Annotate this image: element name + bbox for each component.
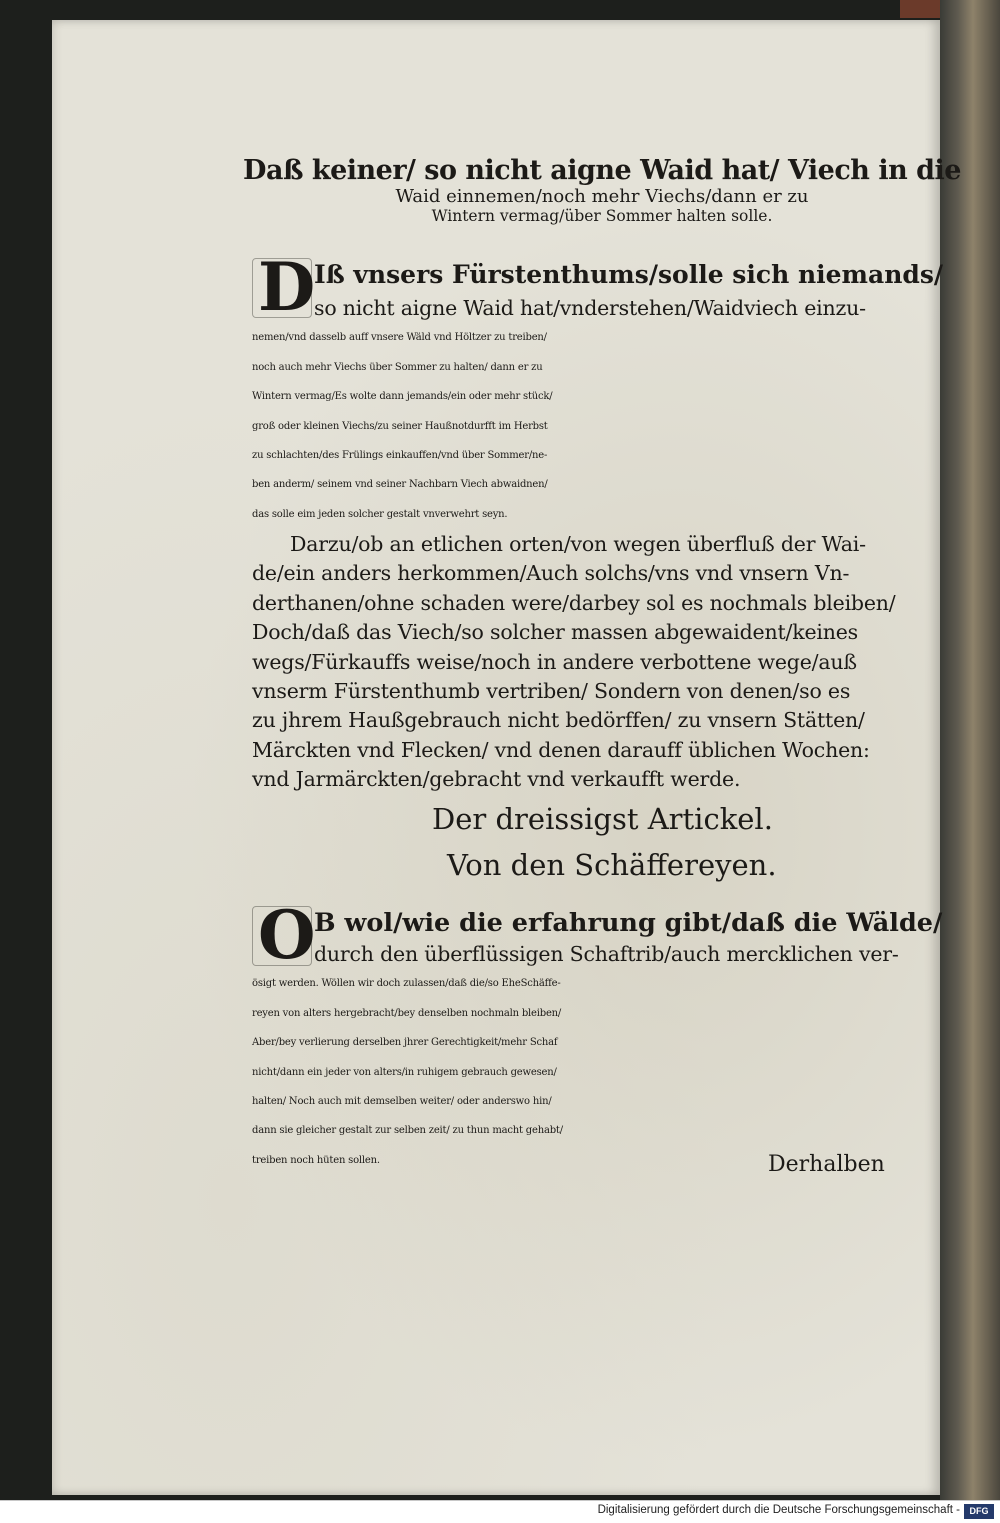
paragraph-2: [252, 530, 942, 795]
text-line: de/ein anders herkommen/Auch solchs/vns vnd vnsern Vn-: [252, 561, 850, 586]
text-line: durch den überflüssigen Schaftrib/auch mercklichen ver-: [314, 942, 899, 966]
text-line: vnd Jarmärckten/gebracht vnd verkaufft werde.: [252, 767, 741, 792]
text-line: derthanen/ohne schaden were/darbey sol es nochmals bleiben/: [252, 590, 896, 615]
text-line: ben anderm/ seinem vnd seiner Nachbarn Viech abwaidnen/: [252, 479, 548, 491]
heading-line-1: Daß keiner/ so nicht aigne Waid hat/ Viech in die: [243, 155, 961, 186]
text-line: reyen von alters hergebracht/bey denselben nochmaln bleiben/: [252, 1007, 562, 1019]
paragraph-3-lead-line: B wol/wie die erfahrung gibt/daß die Wälde/: [314, 908, 943, 938]
article-number: Der dreissigst Artickel.: [432, 802, 773, 836]
section-heading: [242, 155, 962, 225]
text-line: das solle eim jeden solcher gestalt vnverwehrt seyn.: [252, 508, 508, 520]
text-line: Märckten vnd Flecken/ vnd denen darauff üblichen Wochen:: [252, 737, 870, 762]
text-line: dann sie gleicher gestalt zur selben zeit/ zu thun macht gehabt/: [252, 1125, 563, 1137]
scanned-page: [52, 20, 961, 1495]
paragraph-1-lead-line: Iß vnsers Fürstenthums/solle sich niemands/: [314, 260, 944, 289]
heading-line-2: Waid einnemen/noch mehr Viechs/dann er zu: [395, 186, 809, 207]
funding-notice: Digitalisierung gefördert durch die Deutsche Forschungsgemeinschaft -: [597, 1504, 960, 1516]
paragraph-1-lead: [314, 258, 944, 292]
drop-cap-d: D: [258, 248, 316, 326]
paragraph-3-lead: [314, 906, 944, 940]
text-line: halten/ Noch auch mit demselben weiter/ oder anderswo hin/: [252, 1096, 552, 1108]
text-line: nicht/dann ein jeder von alters/in ruhigem gebrauch gewesen/: [252, 1066, 557, 1078]
text-line: vnserm Fürstenthumb vertriben/ Sondern von denen/so es: [252, 679, 851, 704]
text-line: Doch/daß das Viech/so solcher massen abgewaident/keines: [252, 620, 859, 645]
dfg-logo[interactable]: DFG: [964, 1504, 994, 1519]
paragraph-1: [252, 294, 944, 529]
text-line: wegs/Fürkauffs weise/noch in andere verbottene wege/auß: [252, 649, 857, 674]
text-line: zu schlachten/des Frülings einkauffen/vnd über Sommer/ne-: [252, 450, 548, 462]
text-line: ösigt werden. Wöllen wir doch zulassen/daß die/so EheSchäffe-: [252, 978, 561, 990]
book-spine-edge: [940, 0, 1000, 1500]
text-line: nemen/vnd dasselb auff vnsere Wäld vnd Höltzer zu treiben/: [252, 332, 547, 344]
catchword: Derhalben: [768, 1152, 885, 1177]
text-line: groß oder kleinen Viechs/zu seiner Haußnotdurfft im Herbst: [252, 420, 548, 432]
text-line: Aber/bey verlierung derselben jhrer Gerechtigkeit/mehr Schaf: [252, 1037, 558, 1049]
text-line: Darzu/ob an etlichen orten/von wegen überfluß der Wai-: [290, 532, 866, 556]
text-line: treiben noch hüten sollen.: [252, 1154, 380, 1166]
text-line: so nicht aigne Waid hat/vnderstehen/Waidviech einzu-: [314, 296, 866, 320]
digitization-footer: [0, 1500, 1000, 1523]
text-line: noch auch mehr Viechs über Sommer zu halten/ dann er zu: [252, 361, 543, 373]
paragraph-3: [252, 940, 944, 1175]
text-line: Wintern vermag/Es wolte dann jemands/ein oder mehr stück/: [252, 391, 553, 403]
text-line: zu jhrem Haußgebrauch nicht bedörffen/ zu vnsern Stätten/: [252, 708, 865, 733]
drop-cap-o: O: [258, 896, 316, 974]
heading-line-3: Wintern vermag/über Sommer halten solle.: [431, 207, 773, 225]
article-title: Von den Schäffereyen.: [447, 848, 777, 882]
